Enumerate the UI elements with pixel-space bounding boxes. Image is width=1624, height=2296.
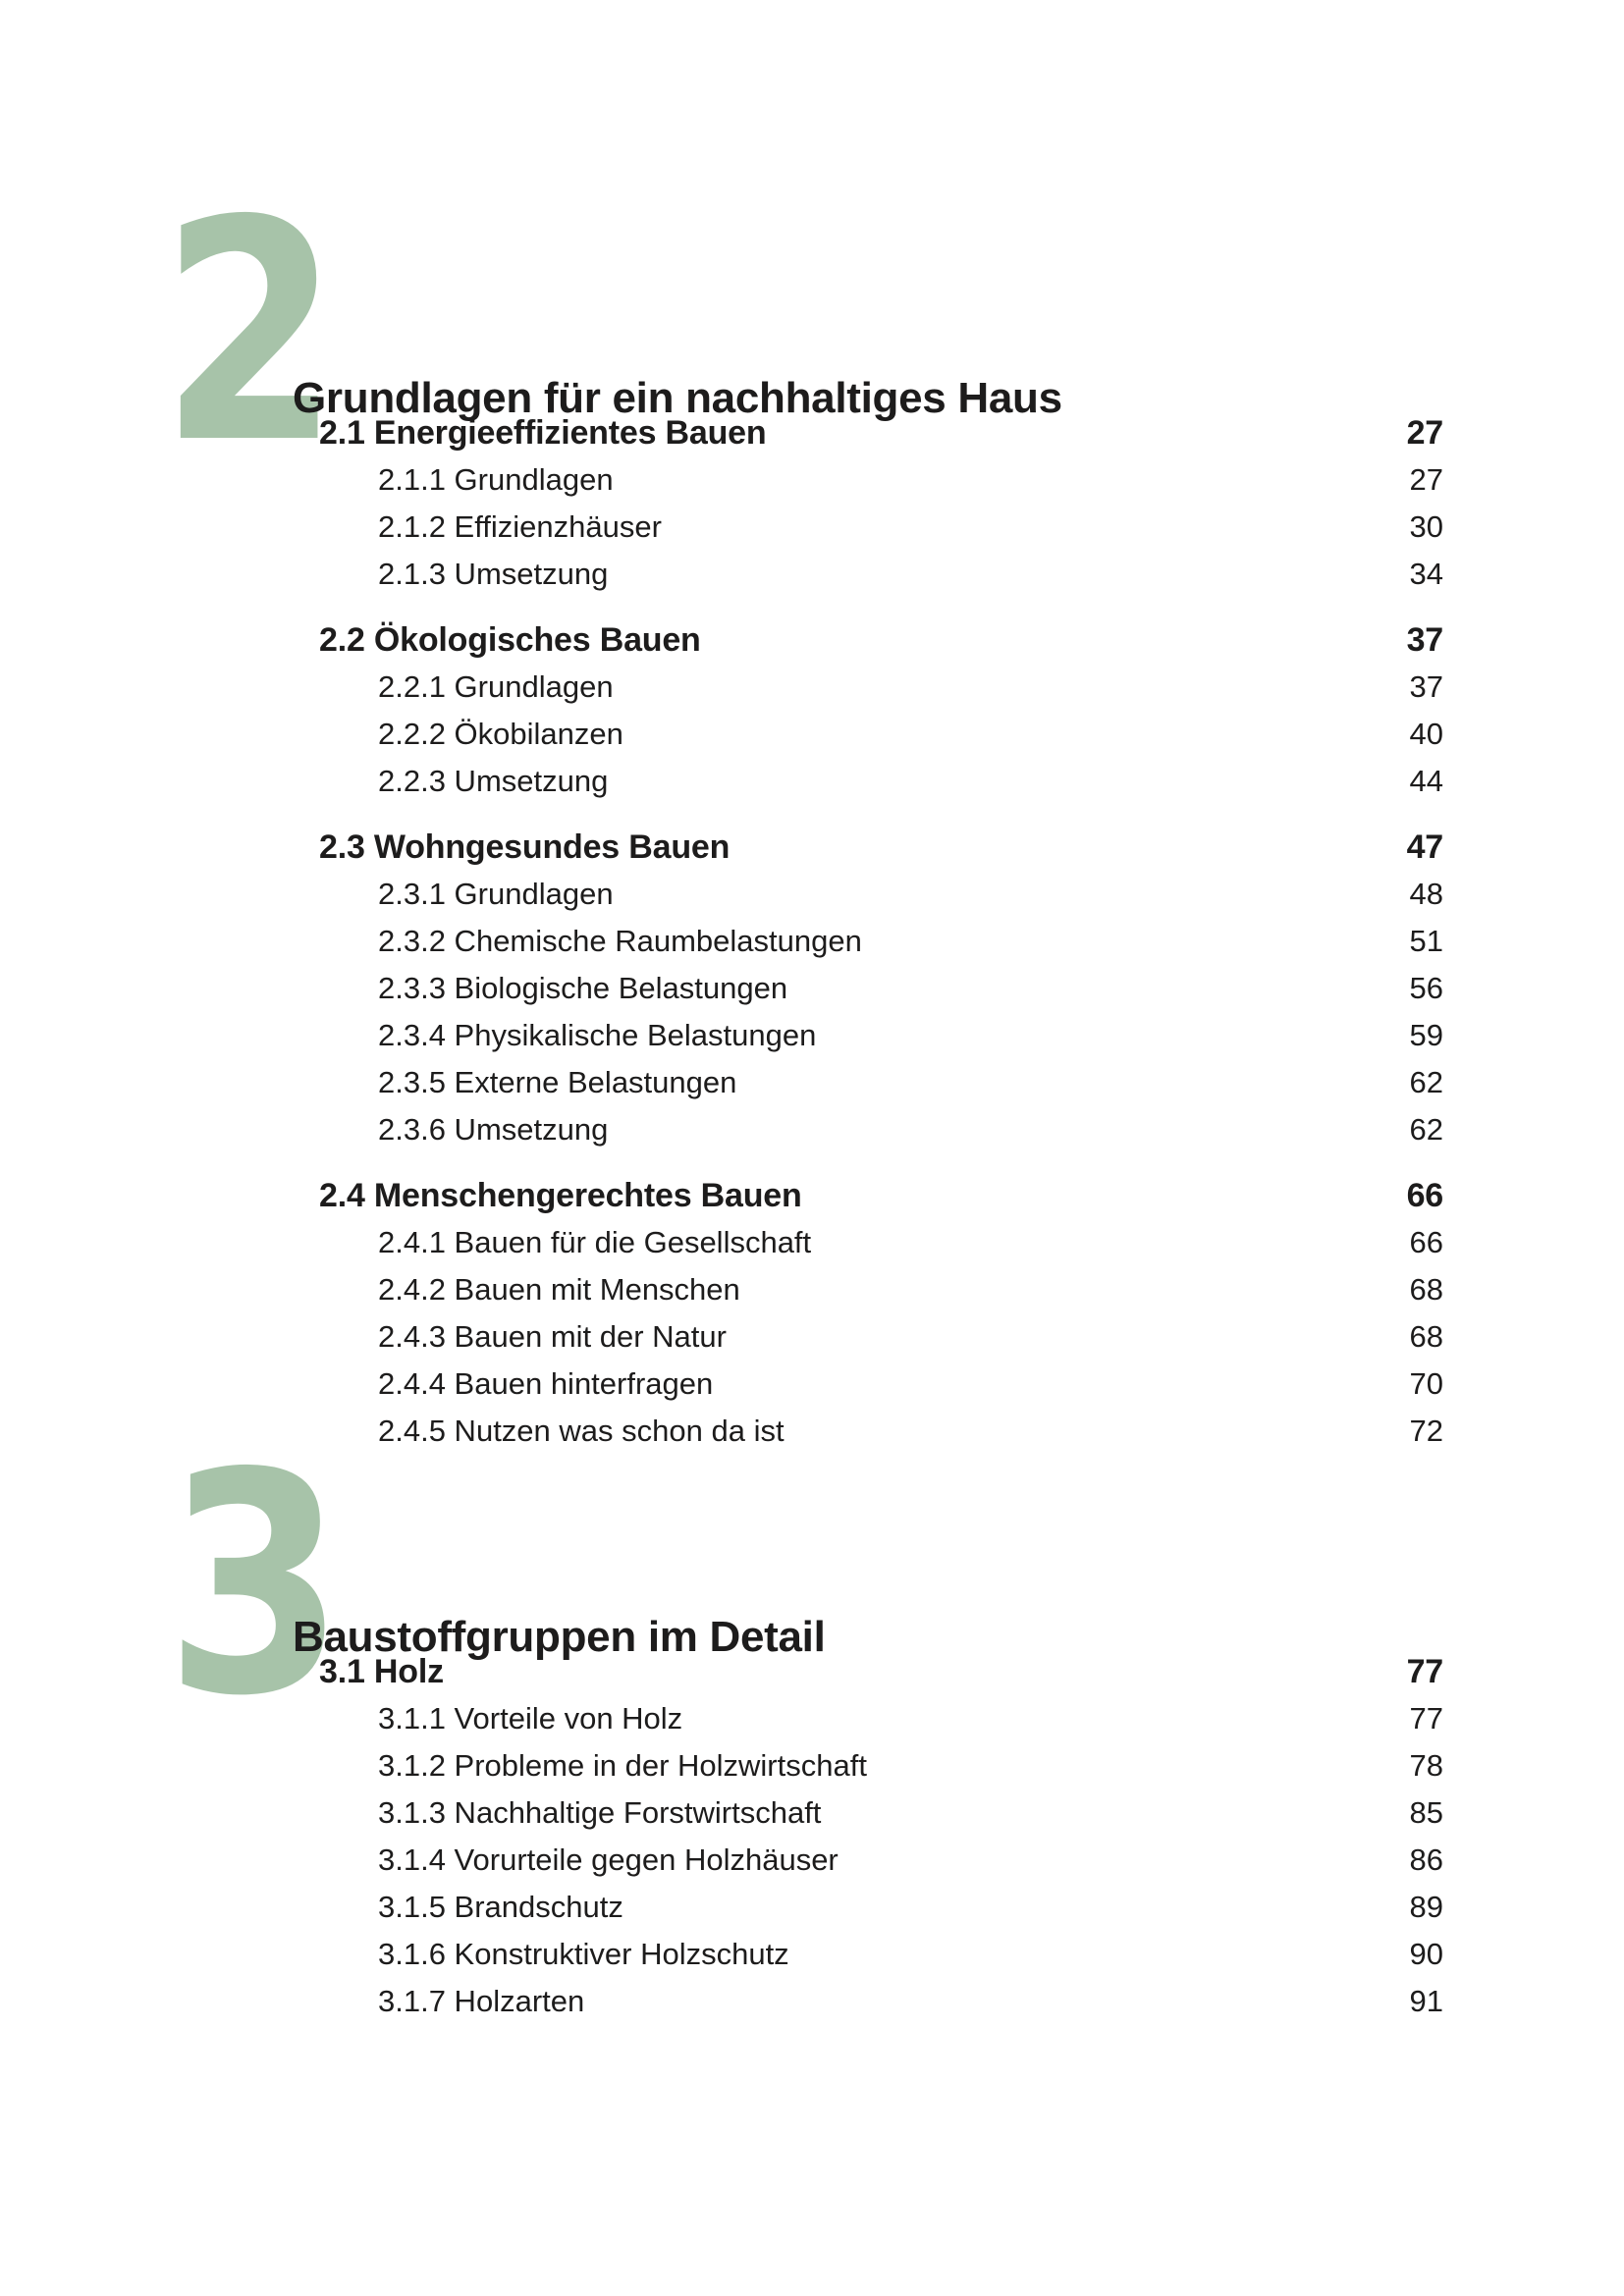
subsection-row (319, 758, 1443, 805)
subsection-label: 3.1.6 Konstruktiver Holzschutz (378, 1937, 789, 1971)
subsection-page-number: 59 (1409, 1018, 1443, 1052)
subsection-row (319, 1012, 1443, 1059)
chapter-sections (319, 409, 1443, 1455)
subsection-page-number: 56 (1409, 971, 1443, 1005)
section-page-number: 47 (1406, 828, 1443, 866)
subsection-row (319, 1219, 1443, 1266)
subsection-label: 3.1.5 Brandschutz (378, 1890, 623, 1924)
subsection-row (319, 1266, 1443, 1313)
subsection-page-number: 27 (1409, 462, 1443, 497)
chapter-number: 3 (165, 1409, 341, 1763)
subsection-page-number: 48 (1409, 877, 1443, 911)
subsection-label: 2.4.4 Bauen hinterfragen (378, 1366, 714, 1401)
subsection-label: 3.1.4 Vorurteile gegen Holzhäuser (378, 1842, 839, 1877)
subsection-row (319, 456, 1443, 504)
subsection-page-number: 91 (1409, 1984, 1443, 2018)
subsection-page-number: 72 (1409, 1414, 1443, 1448)
subsection-label: 2.3.2 Chemische Raumbelastungen (378, 924, 862, 958)
subsection-label: 2.1.3 Umsetzung (378, 557, 609, 591)
subsection-row (319, 1408, 1443, 1455)
subsection-row (319, 1978, 1443, 2025)
subsection-row (319, 1313, 1443, 1361)
subsection-page-number: 78 (1409, 1748, 1443, 1783)
subsection-label: 3.1.2 Probleme in der Holzwirtschaft (378, 1748, 867, 1783)
subsection-page-number: 89 (1409, 1890, 1443, 1924)
subsection-row (319, 1106, 1443, 1153)
subsection-page-number: 40 (1409, 717, 1443, 751)
subsection-page-number: 90 (1409, 1937, 1443, 1971)
subsection-row (319, 965, 1443, 1012)
subsection-label: 2.3.1 Grundlagen (378, 877, 614, 911)
section-row (319, 1172, 1443, 1219)
subsection-label: 2.1.1 Grundlagen (378, 462, 614, 497)
section-row (319, 409, 1443, 456)
section-group (319, 616, 1443, 805)
subsection-page-number: 44 (1409, 764, 1443, 798)
subsection-page-number: 85 (1409, 1795, 1443, 1830)
subsection-page-number: 62 (1409, 1065, 1443, 1099)
section-group (319, 409, 1443, 598)
subsection-row (319, 664, 1443, 711)
section-label: 3.1 Holz (319, 1652, 444, 1690)
subsection-page-number: 62 (1409, 1112, 1443, 1147)
subsection-label: 2.1.2 Effizienzhäuser (378, 509, 662, 544)
chapter-number: 2 (160, 156, 336, 510)
chapter-title: Grundlagen für ein nachhaltiges Haus (293, 374, 1062, 423)
subsection-row (319, 1695, 1443, 1742)
section-page-number: 77 (1406, 1652, 1443, 1690)
subsection-row (319, 871, 1443, 918)
subsection-row (319, 1742, 1443, 1789)
section-row (319, 1648, 1443, 1695)
subsection-label: 2.2.3 Umsetzung (378, 764, 609, 798)
subsection-label: 2.4.1 Bauen für die Gesellschaft (378, 1225, 812, 1259)
section-label: 2.1 Energieeffizientes Bauen (319, 413, 767, 452)
section-label: 2.4 Menschengerechtes Bauen (319, 1176, 802, 1214)
section-group (319, 1648, 1443, 2025)
subsection-page-number: 77 (1409, 1701, 1443, 1735)
subsection-label: 3.1.7 Holzarten (378, 1984, 585, 2018)
section-page-number: 27 (1406, 413, 1443, 452)
subsection-row (319, 711, 1443, 758)
section-group (319, 824, 1443, 1153)
section-group (319, 1172, 1443, 1455)
subsection-label: 2.3.6 Umsetzung (378, 1112, 609, 1147)
subsection-page-number: 66 (1409, 1225, 1443, 1259)
section-row (319, 616, 1443, 664)
subsection-page-number: 70 (1409, 1366, 1443, 1401)
subsection-page-number: 30 (1409, 509, 1443, 544)
section-row (319, 824, 1443, 871)
section-label: 2.2 Ökologisches Bauen (319, 620, 701, 659)
subsection-page-number: 68 (1409, 1272, 1443, 1307)
subsection-page-number: 68 (1409, 1319, 1443, 1354)
section-page-number: 66 (1406, 1176, 1443, 1214)
subsection-page-number: 51 (1409, 924, 1443, 958)
subsection-row (319, 504, 1443, 551)
subsection-page-number: 86 (1409, 1842, 1443, 1877)
subsection-row (319, 1837, 1443, 1884)
subsection-page-number: 37 (1409, 669, 1443, 704)
subsection-label: 2.2.1 Grundlagen (378, 669, 614, 704)
subsection-label: 2.2.2 Ökobilanzen (378, 717, 623, 751)
subsection-row (319, 1884, 1443, 1931)
subsection-label: 2.3.3 Biologische Belastungen (378, 971, 788, 1005)
subsection-label: 2.4.2 Bauen mit Menschen (378, 1272, 740, 1307)
subsection-row (319, 1361, 1443, 1408)
subsection-label: 3.1.1 Vorteile von Holz (378, 1701, 683, 1735)
subsection-label: 2.4.5 Nutzen was schon da ist (378, 1414, 785, 1448)
subsection-row (319, 1789, 1443, 1837)
section-label: 2.3 Wohngesundes Bauen (319, 828, 731, 866)
subsection-label: 2.3.4 Physikalische Belastungen (378, 1018, 817, 1052)
subsection-row (319, 1931, 1443, 1978)
subsection-label: 3.1.3 Nachhaltige Forstwirtschaft (378, 1795, 822, 1830)
section-page-number: 37 (1406, 620, 1443, 659)
subsection-row (319, 1059, 1443, 1106)
chapter-title: Baustoffgruppen im Detail (293, 1613, 826, 1662)
subsection-row (319, 551, 1443, 598)
subsection-label: 2.4.3 Bauen mit der Natur (378, 1319, 727, 1354)
subsection-label: 2.3.5 Externe Belastungen (378, 1065, 737, 1099)
chapter-sections (319, 1648, 1443, 2025)
subsection-page-number: 34 (1409, 557, 1443, 591)
subsection-row (319, 918, 1443, 965)
